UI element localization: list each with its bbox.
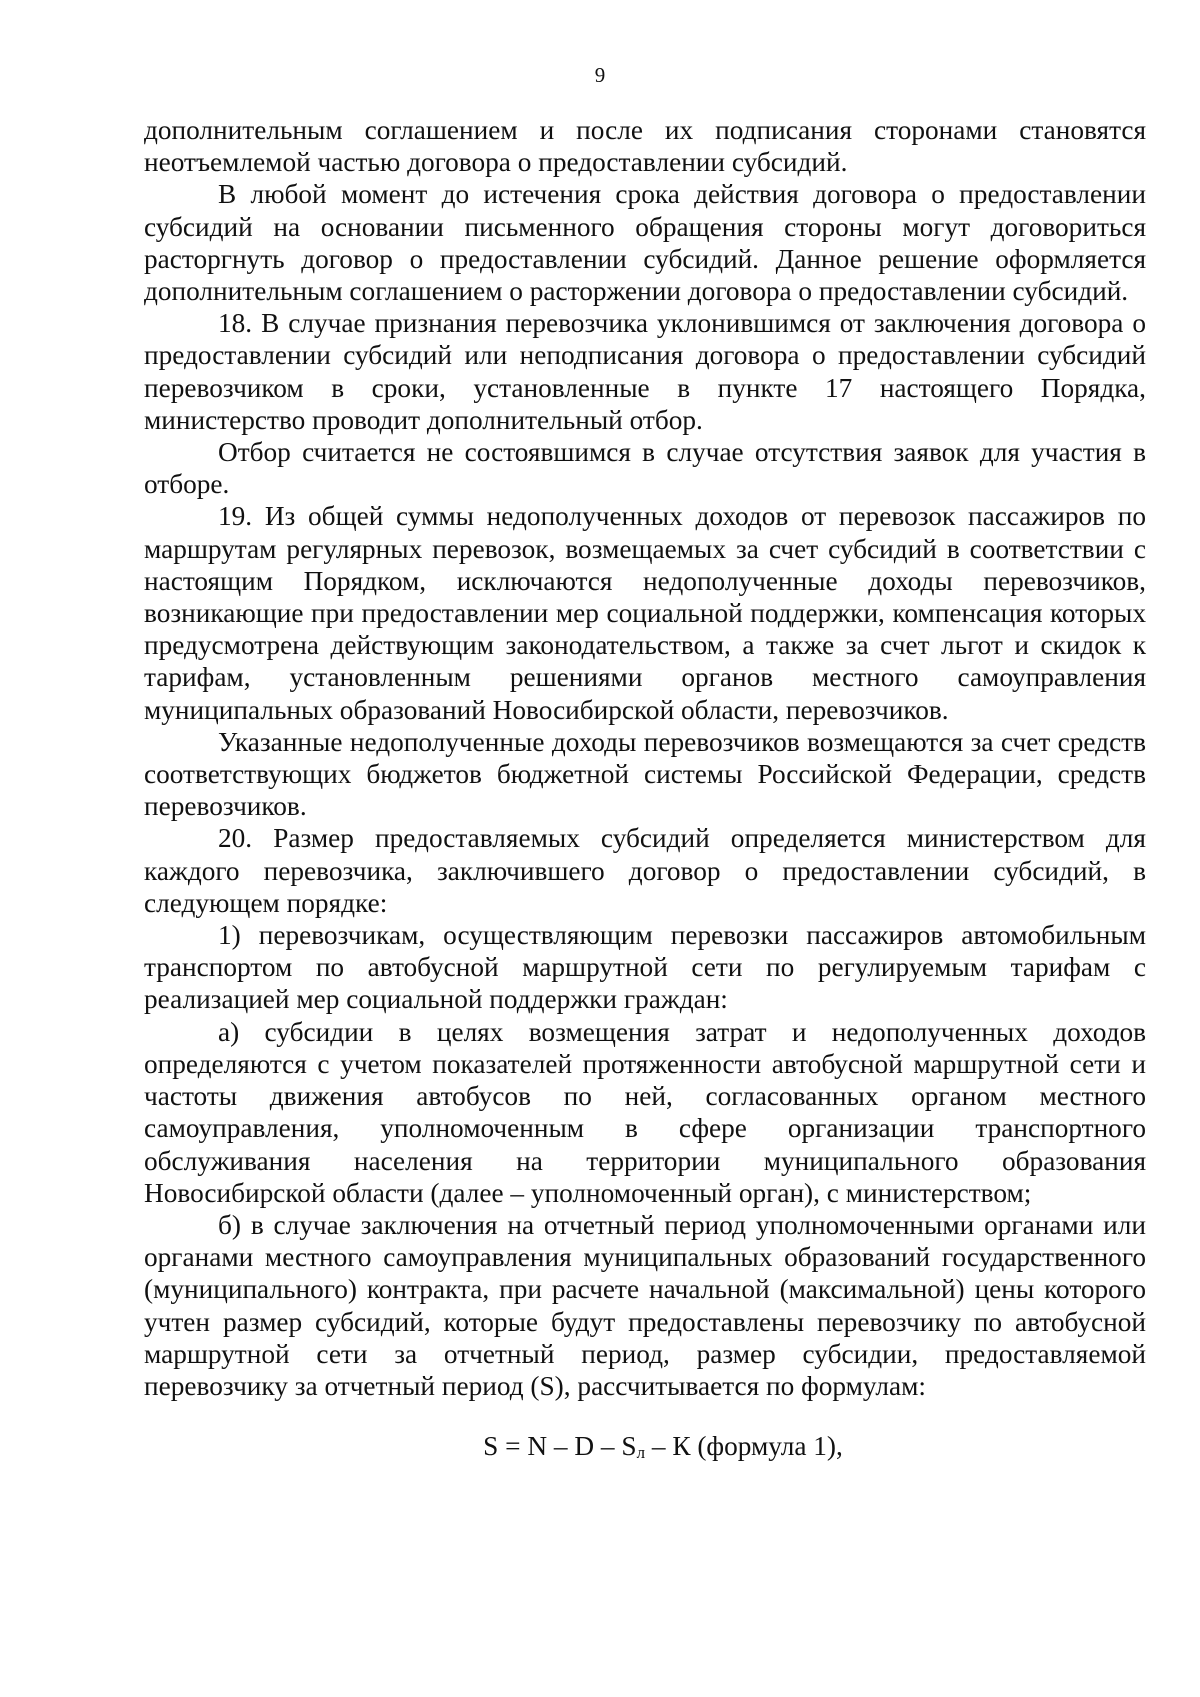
paragraph-18: 18. В случае признания перевозчика уклонившимся от заключения договора о предоставлении субсидий или неподписания договора о предоставлении субсидий перевозчиком в сроки, установленные в пункте 17 настоящего Порядка, министерство проводит дополнительный отбор. [144, 308, 1146, 435]
formula-main: S = N – D – S [483, 1431, 637, 1462]
paragraph-20-item-a: а) субсидии в целях возмещения затрат и недополученных доходов определяются с учетом показателей протяженности автобусной маршрутной сети и частоты движения автобусов по ней, согласованных органом местного самоуправления, уполномоченным в сфере организации транспортного обслуживания населения на территории муниципального образования Новосибирской области (далее – уполномоченный орган), с министерством; [144, 1016, 1146, 1208]
document-body [144, 114, 1146, 1469]
formula-1 [144, 1430, 1146, 1469]
paragraph-termination: В любой момент до истечения срока действия договора о предоставлении субсидий на основании письменного обращения стороны могут договориться расторгнуть договор о предоставлении субсидий. Данное решение оформляется дополнительным соглашением о расторжении договора о предоставлении субсидий. [144, 179, 1146, 307]
paragraph-20-item-1: 1) перевозчикам, осуществляющим перевозки пассажиров автомобильным транспортом по автобусной маршрутной сети по регулируемым тарифам с реализацией мер социальной поддержки граждан: [144, 920, 1146, 1015]
formula-tail: – К (формула 1), [645, 1431, 843, 1462]
paragraph-20: 20. Размер предоставляемых субсидий определяется министерством для каждого перевозчика, заключившего договор о предоставлении субсидий, в следующем порядке: [144, 823, 1146, 918]
paragraph-20-item-b: б) в случае заключения на отчетный период уполномоченными органами или органами местного самоуправления муниципальных образований государственного (муниципального) контракта, при расчете начальной (максимальной) цены которого учтен размер субсидий, которые будут предоставлены перевозчику по автобусной маршрутной сети за отчетный период, размер субсидии, предоставляемой перевозчику за отчетный период (S), рассчитывается по формулам: [144, 1209, 1146, 1401]
paragraph-compensation: Указанные недополученные доходы перевозчиков возмещаются за счет средств соответствующих бюджетов бюджетной системы Российской Федерации, средств перевозчиков. [144, 726, 1146, 822]
page-number: 9 [594, 63, 606, 87]
paragraph-19: 19. Из общей суммы недополученных доходов от перевозок пассажиров по маршрутам регулярных перевозок, возмещаемых за счет субсидий в соответствии с настоящим Порядком, исключаются недополученные доходы перевозчиков, возникающие при предоставлении мер социальной поддержки, компенсация которых предусмотрена действующим законодательством, а также за счет льгот и скидок к тарифам, установленным решениями органов местного самоуправления муниципальных образований Новосибирской области, перевозчиков. [144, 501, 1146, 725]
paragraph-selection-failed: Отбор считается не состоявшимся в случае отсутствия заявок для участия в отборе. [144, 437, 1146, 500]
paragraph-continuation: дополнительным соглашением и после их подписания сторонами становятся неотъемлемой частью договора о предоставлении субсидий. [144, 115, 1146, 178]
formula-subscript: л [636, 1443, 646, 1463]
